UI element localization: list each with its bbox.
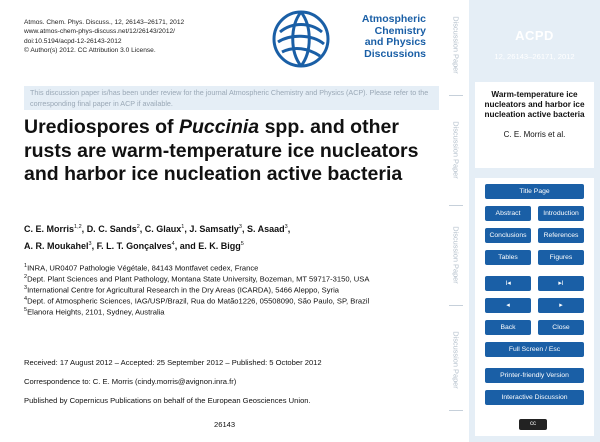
strip-label: Discussion Paper (451, 16, 461, 74)
publisher-line: Published by Copernicus Publications on behalf of the European Geosciences Union. (24, 396, 311, 405)
license-line: © Author(s) 2012. CC Attribution 3.0 License. (24, 47, 156, 55)
journal-reference: 12, 26143–26171, 2012 (494, 52, 575, 61)
navigation-sidebar (469, 0, 600, 442)
strip-divider (449, 410, 463, 411)
affiliation: $^2$Dept. Plant Sciences and Plant Pathology, Montana State University, Bozeman, MT 59717-3150, USA (24, 273, 370, 284)
discussion-paper-strip (444, 0, 469, 442)
author: F. L. T. Gonçalves$^4$ (96, 240, 175, 251)
interactive-discussion-button[interactable]: Interactive Discussion (485, 390, 584, 405)
next-page-button[interactable]: ▸ (538, 298, 584, 313)
conclusions-button[interactable]: Conclusions (485, 228, 531, 243)
cc-license-icon[interactable]: cc (519, 419, 547, 430)
introduction-button[interactable]: Introduction (538, 206, 584, 221)
figures-button[interactable]: Figures (538, 250, 584, 265)
short-title: Warm-temperature ice nucleators and harbor ice nucleation active bacteria (484, 90, 585, 119)
short-authors: C. E. Morris et al. (503, 130, 566, 139)
affiliation: $^3$International Centre for Agricultural Research in the Dry Areas (ICARDA), 5466 Aleppo, Syria (24, 284, 339, 295)
strip-divider (449, 205, 463, 206)
journal-logo (270, 8, 430, 72)
paper-title: Urediospores of Puccinia spp. and other rusts are warm-temperature ice nucleators and harbor ice nucleation active bacteria (24, 116, 419, 185)
back-button[interactable]: Back (485, 320, 531, 335)
author: A. R. Moukahel$^3$ (24, 240, 92, 251)
prev-page-button[interactable]: ◂ (485, 298, 531, 313)
citation-url[interactable]: www.atmos-chem-phys-discuss.net/12/26143/2012/ (24, 28, 175, 36)
author: E. K. Bigg$^5$ (198, 240, 244, 251)
affiliations (24, 262, 439, 317)
affiliation: $^1$INRA, UR0407 Pathologie Végétale, 84143 Montfavet cedex, France (24, 263, 259, 273)
title-page-button[interactable]: Title Page (485, 184, 584, 199)
globe-logo-icon (270, 8, 332, 70)
last-page-button[interactable]: ▸I (538, 276, 584, 291)
author: C. E. Morris$^{1,2}$ (24, 224, 82, 234)
strip-label: Discussion Paper (451, 121, 461, 179)
page-number: 26143 (214, 420, 236, 429)
strip-label: Discussion Paper (451, 226, 461, 284)
strip-divider (449, 305, 463, 306)
affiliation: $^4$Dept. of Atmospheric Sciences, IAG/USP/Brazil, Rua do Matão1226, 05508090, São Paulo, SP, Brazil (24, 295, 370, 306)
author-list: C. E. Morris$^{1,2}$, D. C. Sands$^2$, C. Glaux$^1$, J. Samsatly$^3$, S. Asaad$^3$, A. R. Moukahel$^3$, F. L. T. Gonçalves$^4$, and E. K. Bigg$^5$ (24, 224, 291, 251)
close-button[interactable]: Close (538, 320, 584, 335)
citation-line: Atmos. Chem. Phys. Discuss., 12, 26143–26171, 2012 (24, 19, 185, 26)
first-page-button[interactable]: I◂ (485, 276, 531, 291)
strip-label: Discussion Paper (451, 331, 461, 389)
strip-divider (449, 95, 463, 96)
author: C. Glaux$^1$ (144, 224, 185, 234)
logo-text: Atmospheric Chemistry and Physics Discussions (361, 13, 426, 60)
affiliation: $^5$Elanora Heights, 2101, Sydney, Australia (24, 306, 165, 317)
journal-abbrev: ACPD (515, 28, 554, 43)
full-screen-button[interactable]: Full Screen / Esc (485, 342, 584, 357)
correspondence[interactable]: Correspondence to: C. E. Morris (cindy.morris@avignon.inra.fr) (24, 377, 237, 386)
author: J. Samsatly$^3$ (189, 224, 242, 234)
printer-friendly-button[interactable]: Printer-friendly Version (485, 368, 584, 383)
citation-block (24, 18, 184, 56)
tables-button[interactable]: Tables (485, 250, 531, 265)
citation-doi[interactable]: doi:10.5194/acpd-12-26143-2012 (24, 37, 122, 45)
short-title-box (475, 82, 594, 168)
publication-dates: Received: 17 August 2012 – Accepted: 25 September 2012 – Published: 5 October 2012 (24, 358, 322, 367)
references-button[interactable]: References (538, 228, 584, 243)
abstract-button[interactable]: Abstract (485, 206, 531, 221)
author: S. Asaad$^3$ (246, 224, 288, 234)
author: D. C. Sands$^2$ (86, 224, 140, 234)
nav-panel (475, 178, 594, 436)
review-notice: This discussion paper is/has been under review for the journal Atmospheric Chemistry and Physics (ACP). Please refer to the corresponding final paper in ACP if available. (24, 86, 439, 110)
